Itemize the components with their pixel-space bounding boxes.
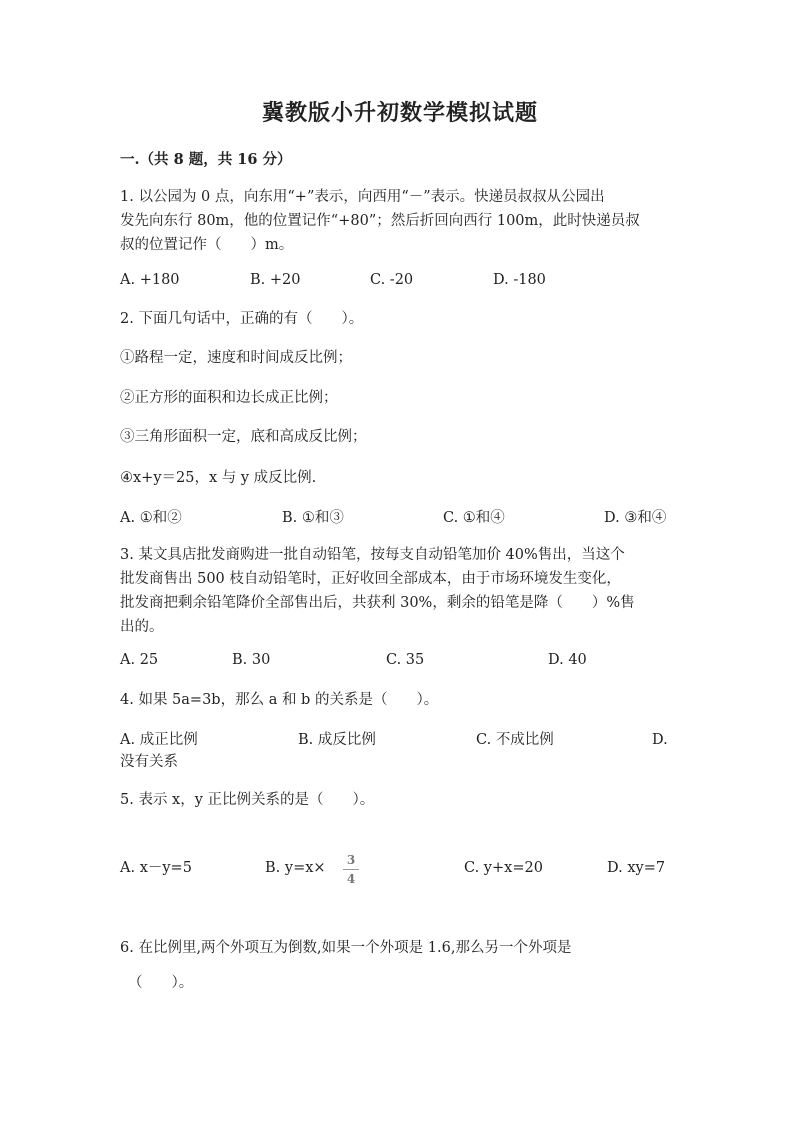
q1-line-3: 叔的位置记作（ ）m。	[120, 237, 294, 253]
q3-option-c: C. 35	[386, 652, 425, 668]
q1-option-b: B. +20	[250, 272, 301, 288]
q5-stem: 5. 表示 x，y 正比例关系的是（ ）。	[120, 792, 375, 808]
q6-line-1: 6. 在比例里,两个外项互为倒数,如果一个外项是 1.6,那么另一个外项是	[120, 940, 572, 956]
q5-option-a: A. x－y=5	[120, 860, 192, 876]
q2-option-b: B. ①和③	[282, 510, 344, 526]
q5-option-b: B. y=x×	[265, 860, 326, 876]
section-heading: 一.（共 8 题，共 16 分）	[120, 151, 292, 168]
q3-option-d: D. 40	[548, 652, 587, 668]
q3-line-4: 出的。	[120, 619, 164, 635]
q2-option-a: A. ①和②	[120, 510, 182, 526]
page-title: 冀教版小升初数学模拟试题	[261, 100, 538, 126]
q2-option-d: D. ③和④	[604, 510, 667, 526]
fraction-three-quarters	[343, 853, 359, 886]
q4-option-b: B. 成反比例	[298, 732, 376, 748]
q2-stem: 2. 下面几句话中，正确的有（ ）。	[120, 311, 364, 327]
q6-line-2: （ ）。	[128, 975, 194, 991]
q4-stem: 4. 如果 5a=3b，那么 a 和 b 的关系是（ ）。	[120, 692, 439, 708]
fraction-bar	[343, 869, 359, 870]
q4-option-a: A. 成正比例	[120, 732, 198, 748]
q5-option-c: C. y+x=20	[464, 860, 543, 876]
q1-option-c: C. -20	[370, 272, 414, 288]
q3-line-2: 批发商售出 500 枝自动铅笔时，正好收回全部成本，由于市场环境发生变化，	[120, 571, 621, 587]
q3-option-a: A. 25	[120, 652, 159, 668]
q1-option-d: D. -180	[493, 272, 546, 288]
q2-statement-2: ②正方形的面积和边长成正比例；	[120, 390, 338, 406]
q5-option-d: D. xy=7	[607, 860, 666, 876]
q3-line-3: 批发商把剩余铅笔降价全部售出后，共获利 30%，剩余的铅笔是降（ ）%售	[120, 595, 635, 611]
q4-option-c: C. 不成比例	[476, 732, 554, 748]
q4-option-d-text: 没有关系	[120, 754, 178, 770]
q1-option-a: A. +180	[120, 272, 180, 288]
q4-option-d: D.	[652, 732, 668, 748]
q2-option-c: C. ①和④	[443, 510, 505, 526]
fraction-numerator: 3	[346, 853, 356, 867]
q3-option-b: B. 30	[232, 652, 271, 668]
q1-line-1: 1. 以公园为 0 点，向东用“+”表示，向西用“－”表示。快递员叔叔从公园出	[120, 189, 605, 205]
q2-statement-1: ①路程一定，速度和时间成反比例；	[120, 350, 352, 366]
fraction-denominator: 4	[346, 872, 356, 886]
q3-line-1: 3. 某文具店批发商购进一批自动铅笔，按每支自动铅笔加价 40%售出，当这个	[120, 547, 625, 563]
q1-line-2: 发先向东行 80m，他的位置记作“+80”；然后折回向西行 100m，此时快递员叔	[120, 213, 640, 229]
q2-statement-4: ④x+y＝25，x 与 y 成反比例.	[120, 470, 317, 486]
q2-statement-3: ③三角形面积一定，底和高成反比例；	[120, 429, 367, 445]
